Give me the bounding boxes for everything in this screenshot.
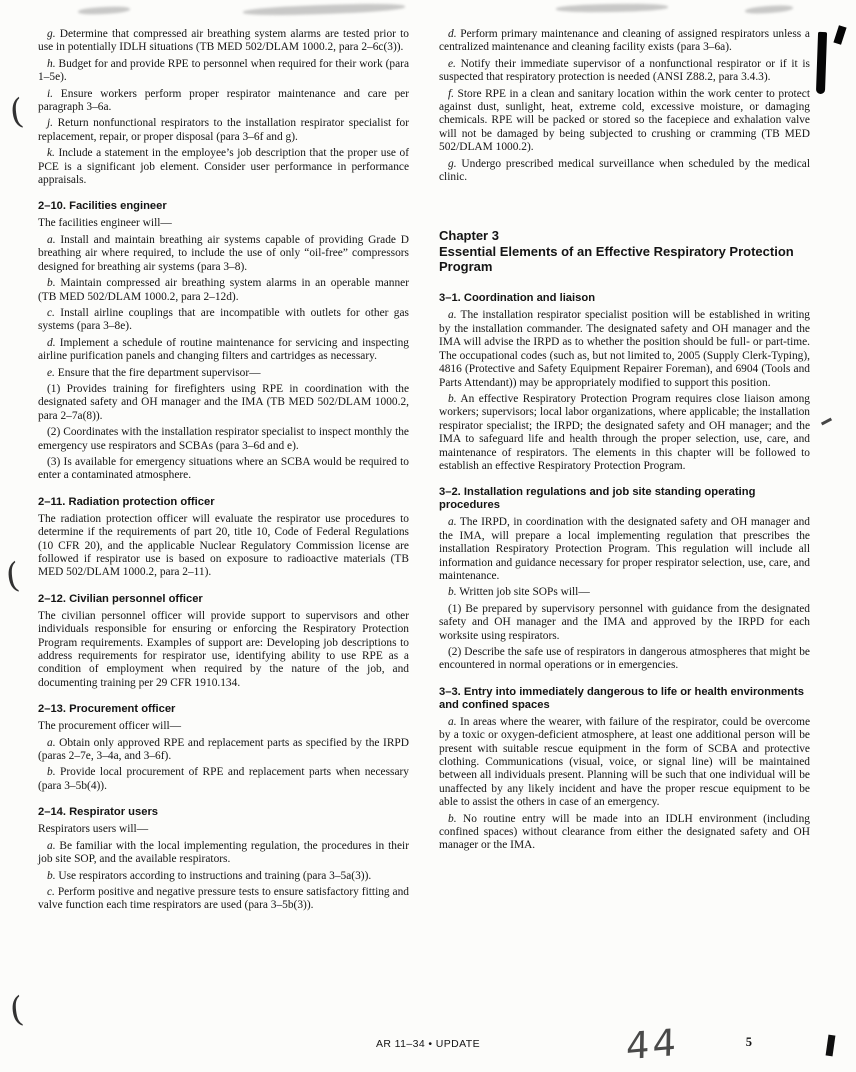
paragraph: d. Perform primary maintenance and cleaning of assigned respirators unless a centralized maintenance and cleaning facility exists (para 3–6a).: [439, 28, 810, 54]
ink-mark: [833, 25, 846, 45]
paragraph: k. Include a statement in the employee’s job description that the proper use of PCE is a significant job element. Consider user performance in performance appraisals.: [38, 147, 409, 187]
paragraph: (2) Describe the safe use of respirators in dangerous atmospheres that might be encountered in normal operations or in emergencies.: [439, 646, 810, 672]
ink-mark: [816, 32, 827, 94]
paragraph: a. Obtain only approved RPE and replacement parts as specified by the IRPD (paras 2–7e, 3–4a, and 3–6f).: [38, 736, 409, 763]
paragraph: a. The installation respirator specialist position will be established in writing by the installation commander. The designated safety and OH manager and the IMA will advise the IRPD as to whether the position should be full- or part-time. The occupational codes (such as, but not limited to, 2005 (Supply Clerk-Typing), 4816 (Protective and Safety Equipment Repairer Foreman), and 6904 (Tools and Parts Attendant)) may be appropriately modified to support this position.: [439, 309, 810, 389]
paragraph: (2) Coordinates with the installation respirator specialist to inspect monthly the emergency use respirators and SCBAs (para 3–6d and e).: [38, 426, 409, 452]
paragraph: f. Store RPE in a clean and sanitary location within the work center to protect against dust, sunlight, heat, extreme cold, excessive moisture, or damaging chemicals. RPE will be packed or stored so the facepiece and exhalation valve will not be damaged by being subjected to crushing or cramming (TB MED 502/DLAM 1000.2).: [439, 87, 810, 154]
scan-smudge: [745, 4, 793, 14]
paragraph: b. Provide local procurement of RPE and replacement parts when necessary (para 3–5b(4)).: [38, 766, 409, 792]
margin-paren-mark: (: [7, 91, 26, 133]
paragraph: (1) Provides training for firefighters using RPE in coordination with the designated safety and OH manager and the IMA (TB MED 502/DLAM 1000.2, para 2–7a(8)).: [38, 382, 409, 422]
paragraph: g. Determine that compressed air breathing system alarms are tested prior to use in potentially IDLH situations (TB MED 502/DLAM 1000.2, para 2–6c(3)).: [38, 28, 409, 54]
paragraph: i. Ensure workers perform proper respirator maintenance and care per paragraph 3–6a.: [38, 87, 409, 114]
scan-smudge: [556, 3, 668, 13]
paragraph: e. Ensure that the fire department supervisor—: [47, 366, 261, 379]
paragraph: a. In areas where the wearer, with failure of the respirator, could be overcome by a toxic or oxygen-deficient atmosphere, at least one additional person will be present with suitable rescue equipment in the form of SCBA and protective clothing. Communications (visual, voice, or signal line) will be maintained between all individuals present. Planning will be such that one individual will be unaffected by any likely incident and have the proper rescue equipment to be able to assist the others in case of an emergency.: [439, 715, 810, 809]
paragraph: h. Budget for and provide RPE to personnel when required for their work (para 1–5e).: [38, 57, 409, 84]
paragraph: The procurement officer will—: [38, 720, 182, 733]
section-heading: 3–3. Entry into immediately dangerous to life or health environments and confined spaces: [439, 685, 804, 711]
paragraph: j. Return nonfunctional respirators to the installation respirator specialist for replacement, repair, or proper disposal (para 3–6f and g).: [38, 117, 409, 143]
section-heading: 3–2. Installation regulations and job site standing operating procedures: [439, 486, 756, 512]
page-number: 5: [745, 1035, 752, 1049]
chapter-label: Chapter 3: [439, 228, 499, 244]
margin-paren-mark: (: [3, 555, 22, 597]
paragraph: e. Notify their immediate supervisor of a nonfunctional respirator or if it is suspected that respiratory protection is needed (ANSI Z88.2, para 3.4.3).: [439, 57, 810, 84]
paragraph: The facilities engineer will—: [38, 217, 172, 230]
document-id: AR 11–34 • UPDATE: [375, 1038, 481, 1050]
paragraph: The radiation protection officer will evaluate the respirator use procedures to determine if the requirements of part 20, title 10, Code of Federal Regulations (10 CFR 20), and the applicable Nuclear Regulatory Commission license are followed if respirator use is based on exposure to radioactive materials (TB MED 502/DLAM 1000.2, para 2–11).: [38, 512, 409, 579]
paragraph: a. Install and maintain breathing air systems capable of providing Grade D breathing air where required, to include the use of only “oil-free” compressors designed for breathing air systems (para 3–8).: [38, 233, 409, 273]
two-column-text-body: [38, 28, 810, 916]
paragraph: b. Use respirators according to instructions and training (para 3–5a(3)).: [47, 869, 372, 882]
ink-mark: [821, 418, 832, 426]
section-heading: 2–10. Facilities engineer: [38, 200, 167, 213]
paragraph: c. Install airline couplings that are incompatible with outlets for other gas systems (para 3–8e).: [38, 306, 409, 333]
right-column: [439, 28, 810, 916]
scan-smudge: [243, 2, 405, 17]
section-heading: 2–13. Procurement officer: [38, 703, 176, 716]
scan-smudge: [78, 6, 130, 16]
section-heading: 3–1. Coordination and liaison: [439, 292, 596, 305]
paragraph: Respirators users will—: [38, 823, 149, 836]
paragraph: (1) Be prepared by supervisory personnel with guidance from the designated safety and OH manager and the IMA and approved by the IRPD for each worksite using respirators.: [439, 602, 810, 642]
paragraph: (3) Is available for emergency situations where an SCBA would be required to enter a contaminated atmosphere.: [38, 455, 409, 482]
paragraph: a. The IRPD, in coordination with the designated safety and OH manager and the IMA, will prepare a local implementing regulation that prescribes the installation Respiratory Protection Program. This regulation will include all information and guidance necessary for proper respirator selection, use, care, and maintenance.: [439, 516, 810, 582]
paragraph: d. Implement a schedule of routine maintenance for servicing and inspecting airline purification panels and changing filters and cartridges as necessary.: [38, 336, 409, 363]
paragraph: The civilian personnel officer will provide support to supervisors and other individuals responsible for ensuring or enforcing the Respiratory Protection Program requirements. Examples of support are: Developing job descriptions to address requirements for respirator use, identifying ability to use RPE as a condition of employment when required by the nature of the job, and documenting training per 29 CFR 1910.134.: [38, 609, 409, 689]
left-column: [38, 28, 409, 916]
paragraph: g. Undergo prescribed medical surveillance when scheduled by the medical clinic.: [439, 157, 810, 184]
handwritten-page-number: 44: [625, 1020, 680, 1069]
paragraph: a. Be familiar with the local implementing regulation, the procedures in their job site SOP, and the available respirators.: [38, 839, 409, 866]
section-heading: 2–11. Radiation protection officer: [38, 495, 215, 508]
paragraph: b. No routine entry will be made into an IDLH environment (including confined spaces) without clearance from either the designated safety and OH manager or the IMA.: [439, 812, 810, 852]
margin-paren-mark: (: [7, 989, 26, 1031]
paragraph: b. Maintain compressed air breathing system alarms in an operable manner (TB MED 502/DLAM 1000.2, para 2–12d).: [38, 277, 409, 303]
paragraph: b. An effective Respiratory Protection Program requires close liaison among workers; supervisors; local labor organizations, where applicable; the installation respirator specialist; the IRPD; the designated safety and OH manager; and the IMA to safeguard life and health through the proper selection, use, care, and maintenance of respirators. The elements in this chapter will be followed to establish an effective Respiratory Protection Program.: [439, 392, 810, 472]
chapter-title: Essential Elements of an Effective Respiratory Protection Program: [439, 244, 794, 275]
paragraph: c. Perform positive and negative pressure tests to ensure satisfactory fitting and valve function each time respirators are used (para 3–5b(3)).: [38, 885, 409, 912]
page-footer: [0, 1038, 856, 1050]
section-heading: 2–12. Civilian personnel officer: [38, 592, 203, 605]
paragraph: b. Written job site SOPs will—: [448, 586, 590, 599]
section-heading: 2–14. Respirator users: [38, 806, 159, 819]
